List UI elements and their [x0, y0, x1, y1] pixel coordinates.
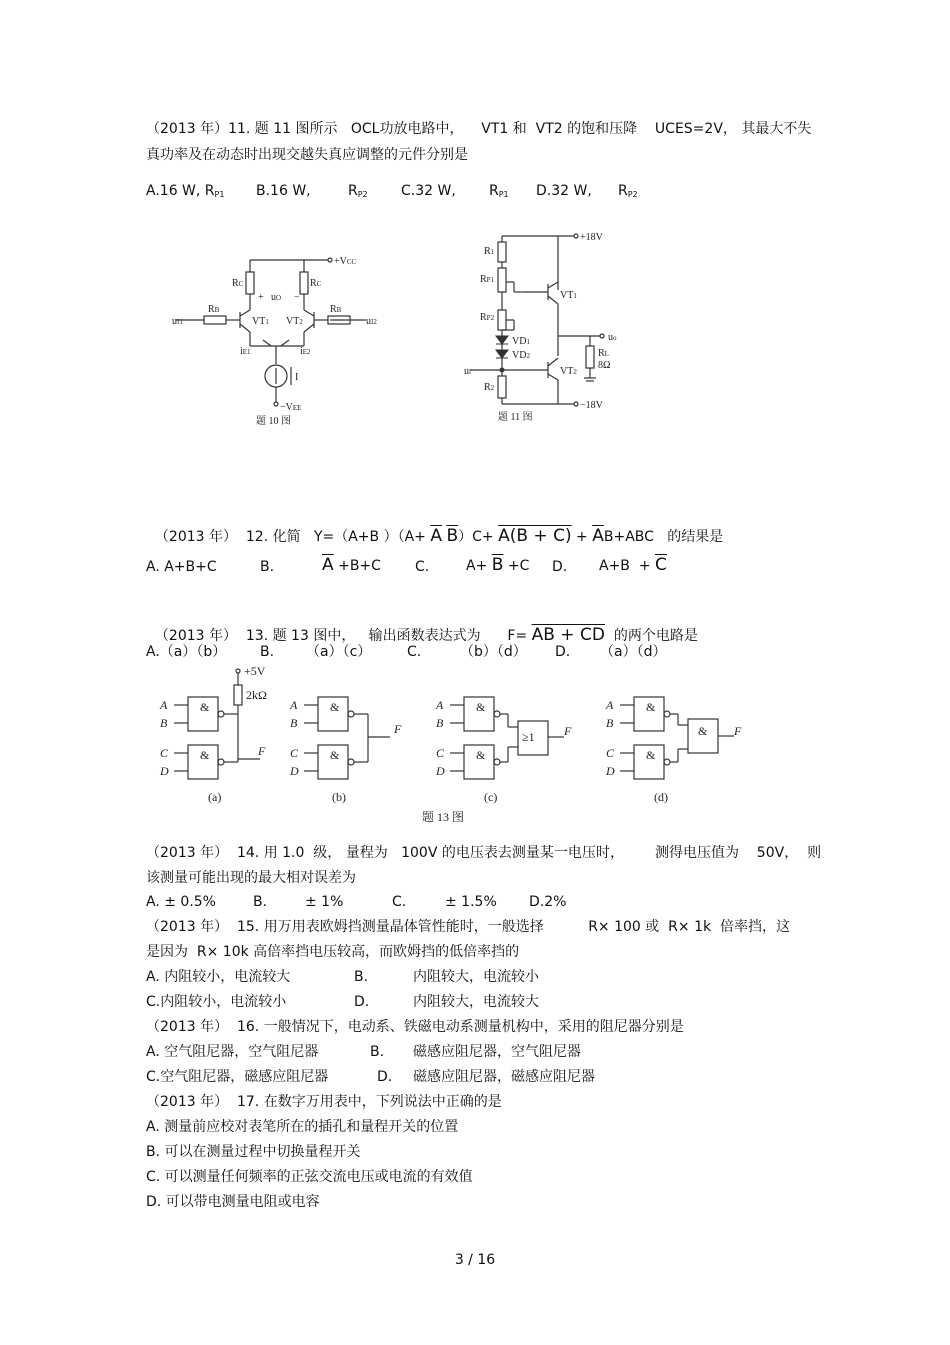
svg-text:B: B — [606, 716, 614, 730]
svg-text:uI2: uI2 — [366, 316, 377, 327]
q13-option-b-value: （a）（c） — [306, 644, 372, 660]
svg-text:RB: RB — [330, 304, 342, 315]
svg-text:F: F — [394, 722, 402, 736]
svg-text:iE2: iE2 — [300, 346, 311, 357]
q11-option-a: A.16 W, $R_{P1}$ — [146, 183, 225, 199]
q12-option-a: A. A+B+C — [146, 559, 217, 575]
svg-text:D: D — [606, 764, 615, 778]
q13-option-c: C. — [407, 644, 422, 660]
svg-text:VT2: VT2 — [560, 366, 577, 377]
figure-10-diff-amp — [168, 242, 390, 432]
q11-option-d: D.32 W, — [536, 183, 592, 199]
svg-text:+: + — [258, 292, 264, 303]
svg-text:F: F — [258, 744, 266, 758]
q12-option-c-value: $A+ \overline{B} +C$ — [466, 555, 530, 575]
svg-text:−: − — [294, 292, 300, 303]
svg-text:RC: RC — [310, 278, 322, 289]
q15-option-a: A. 内阻较小，电流较大 — [146, 969, 291, 985]
q12-option-b-value: $\overline{A} +B+C$ — [322, 555, 381, 575]
svg-text:A: A — [436, 698, 444, 712]
svg-text:C: C — [436, 746, 445, 760]
q17-line1: （2013 年） 17. 在数字万用表中，下列说法中正确的是 — [146, 1094, 502, 1110]
q14-line2: 该测量可能出现的最大相对误差为 — [146, 870, 356, 886]
svg-text:题 10 图: 题 10 图 — [256, 416, 291, 427]
q13-option-a: A.（a）（b） — [146, 644, 227, 660]
q15-option-c: C.内阻较小，电流较小 — [146, 994, 287, 1010]
svg-text:VD1: VD1 — [512, 336, 530, 347]
svg-text:VT2: VT2 — [286, 316, 303, 327]
figure-11-ocl-amp — [462, 224, 628, 424]
q14-option-c: C. — [392, 894, 407, 910]
svg-text:RB: RB — [208, 304, 220, 315]
q11-option-c-r: $R_{P1}$ — [489, 183, 509, 199]
q11-line1: （2013 年）11. 题 11 图所示 OCL功放电路中， VT1 和 VT2 的饱和压降 UCES=2V， 其最大不失 — [146, 121, 812, 137]
svg-text:(d): (d) — [654, 790, 668, 804]
svg-text:D: D — [290, 764, 299, 778]
q12-option-c: C. — [415, 559, 430, 575]
q17-option-a: A. 测量前应校对表笔所在的插孔和量程开关的位置 — [146, 1119, 459, 1135]
svg-text:(a): (a) — [208, 790, 222, 804]
svg-text:RL: RL — [598, 348, 609, 359]
svg-text:&: & — [200, 700, 210, 714]
svg-text:C: C — [606, 746, 615, 760]
svg-text:+VCC: +VCC — [334, 256, 357, 267]
svg-text:+5V: +5V — [244, 665, 266, 678]
svg-text:B: B — [290, 716, 298, 730]
q14-option-d: D.2% — [529, 894, 567, 910]
svg-text:D: D — [160, 764, 169, 778]
svg-text:A: A — [290, 698, 298, 712]
q15-option-b: B. — [354, 969, 369, 985]
svg-text:F: F — [564, 724, 572, 738]
q14-option-a: A. ± 0.5% — [146, 894, 216, 910]
q16-option-b-value: 磁感应阻尼器，空气阻尼器 — [413, 1044, 581, 1060]
svg-text:R1: R1 — [484, 246, 495, 257]
svg-text:+18V: +18V — [580, 232, 603, 243]
svg-text:RP2: RP2 — [480, 312, 495, 323]
svg-text:C: C — [290, 746, 299, 760]
svg-text:C: C — [160, 746, 169, 760]
q15-option-d: D. — [354, 994, 370, 1010]
q17-option-c: C. 可以测量任何频率的正弦交流电压或电流的有效值 — [146, 1169, 473, 1185]
q11-option-b-r: $R_{P2}$ — [348, 183, 368, 199]
q11-option-b: B.16 W, — [256, 183, 311, 199]
svg-text:VT1: VT1 — [252, 316, 269, 327]
q17-option-b: B. 可以在测量过程中切换量程开关 — [146, 1144, 361, 1160]
svg-text:&: & — [698, 724, 708, 738]
svg-text:8Ω: 8Ω — [598, 360, 611, 371]
q14-option-b: B. — [253, 894, 268, 910]
q13-option-d: D. — [555, 644, 571, 660]
q11-line2: 真功率及在动态时出现交越失真应调整的元件分别是 — [146, 147, 468, 163]
q16-line1: （2013 年） 16. 一般情况下，电动系、铁磁电动系测量机构中，采用的阻尼器分别是 — [146, 1019, 684, 1035]
q15-option-b-value: 内阻较大，电流较小 — [413, 969, 539, 985]
svg-text:(c): (c) — [484, 790, 498, 804]
svg-text:VT1: VT1 — [560, 290, 577, 301]
page-number: 3 / 16 — [454, 1252, 496, 1268]
svg-text:B: B — [160, 716, 168, 730]
svg-text:R2: R2 — [484, 382, 495, 393]
q11-option-d-r: $R_{P2}$ — [618, 183, 638, 199]
q16-option-b: B. — [370, 1044, 385, 1060]
q11-option-c: C.32 W, — [401, 183, 456, 199]
q14-option-c-value: ± 1.5% — [445, 894, 497, 910]
svg-text:uI1: uI1 — [172, 316, 183, 327]
svg-text:uO: uO — [271, 292, 282, 303]
q16-option-a: A. 空气阻尼器，空气阻尼器 — [146, 1044, 319, 1060]
q14-line1: （2013 年） 14. 用 1.0 级， 量程为 100V 的电压表去测量某一电压时， 测得电压值为 50V， 则 — [146, 845, 822, 861]
svg-text:ui: ui — [464, 366, 471, 377]
svg-text:&: & — [646, 748, 656, 762]
svg-text:I: I — [295, 372, 299, 383]
svg-text:VD2: VD2 — [512, 350, 530, 361]
q16-option-d-value: 磁感应阻尼器，磁感应阻尼器 — [413, 1069, 595, 1085]
svg-text:&: & — [646, 700, 656, 714]
svg-text:&: & — [330, 700, 340, 714]
figure-13-gate-circuits — [150, 665, 760, 827]
svg-text:&: & — [200, 748, 210, 762]
svg-text:&: & — [476, 748, 486, 762]
q13-option-c-value: （b）（d） — [460, 644, 527, 660]
q12-stem: （2013 年） 12. 化简 Y=（A+B ）（$A+ \overline{A}$ $\overline{B})C+ A(B + C) + \overline{A}B+ABC$ 的结果是 — [154, 526, 724, 546]
svg-text:&: & — [330, 748, 340, 762]
q12-option-d: D. — [552, 559, 568, 575]
svg-text:A: A — [606, 698, 614, 712]
q17-option-d: D. 可以带电测量电阻或电容 — [146, 1194, 320, 1210]
svg-text:RC: RC — [232, 278, 244, 289]
q14-option-b-value: ± 1% — [305, 894, 344, 910]
svg-text:F: F — [734, 724, 742, 738]
q15-line2: 是因为 R× 10k 高倍率挡电压较高，而欧姆挡的低倍率挡的 — [146, 944, 520, 960]
svg-text:D: D — [436, 764, 445, 778]
svg-text:RP1: RP1 — [480, 274, 495, 285]
svg-text:题 11 图: 题 11 图 — [498, 412, 533, 423]
svg-text:−VEE: −VEE — [280, 402, 302, 413]
q12-option-b: B. — [260, 559, 275, 575]
svg-text:−18V: −18V — [580, 400, 603, 411]
svg-text:&: & — [476, 700, 486, 714]
svg-text:B: B — [436, 716, 444, 730]
q12-option-d-value: $A+B + \overline{C}$ — [599, 555, 667, 575]
q16-option-d: D. — [377, 1069, 393, 1085]
q13-stem: （2013 年） 13. 题 13 图中， 输出函数表达式为 F= AB + CD 的两个电路是 — [154, 625, 698, 645]
q16-option-c: C.空气阻尼器，磁感应阻尼器 — [146, 1069, 329, 1085]
q13-option-b: B. — [260, 644, 275, 660]
q15-option-d-value: 内阻较大，电流较大 — [413, 994, 539, 1010]
svg-text:2kΩ: 2kΩ — [246, 688, 267, 702]
svg-text:题 13 图: 题 13 图 — [422, 810, 465, 824]
svg-text:≥1: ≥1 — [522, 730, 535, 744]
q15-line1: （2013 年） 15. 用万用表欧姆挡测量晶体管性能时，一般选择 R× 100 或 R× 1k 倍率挡，这 — [146, 919, 790, 935]
svg-text:iE1: iE1 — [240, 346, 251, 357]
q13-option-d-value: （a）（d） — [600, 644, 667, 660]
svg-text:A: A — [160, 698, 168, 712]
svg-text:(b): (b) — [332, 790, 346, 804]
svg-text:uo: uo — [608, 332, 617, 343]
